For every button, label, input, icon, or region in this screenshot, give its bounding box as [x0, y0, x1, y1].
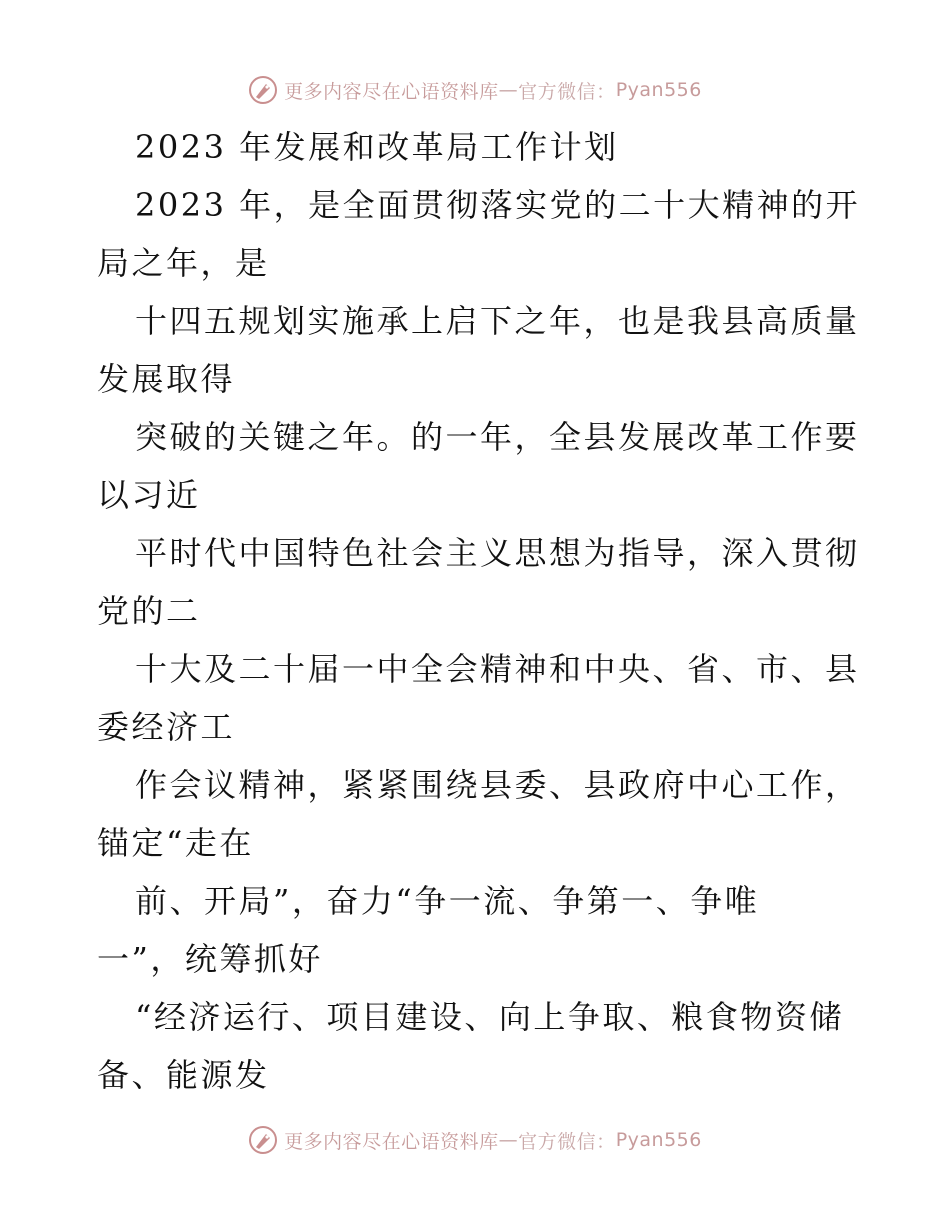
paragraph-line: 委经济工	[97, 708, 236, 746]
pen-nib-logo-icon	[248, 75, 278, 105]
watermark-wechat-id: Pyan556	[615, 1129, 702, 1151]
watermark-wechat-id: Pyan556	[615, 79, 702, 101]
paragraph-line: 备、能源发	[97, 1056, 270, 1094]
watermark-main-text: 更多内容尽在心语资料库	[284, 1130, 499, 1153]
watermark-wechat-label: 官方微信：	[518, 1130, 616, 1153]
watermark-dash: —	[498, 79, 519, 101]
watermark-dash: —	[498, 1129, 519, 1151]
paragraph-line: 一”，统筹抓好	[97, 940, 323, 978]
watermark-wechat-label: 官方微信：	[518, 80, 616, 103]
footer-watermark	[0, 1120, 950, 1160]
paragraph-line: 前、开局”，奋力“争一流、争第一、争唯	[135, 882, 760, 920]
paragraph-line: 以习近	[97, 476, 201, 514]
paragraph-line: 十大及二十届一中全会精神和中央、省、市、县	[135, 650, 860, 688]
watermark-main-text: 更多内容尽在心语资料库	[284, 80, 499, 103]
paragraph-line: 锚定“走在	[97, 824, 254, 862]
paragraph-line: 十四五规划实施承上启下之年，也是我县高质量	[135, 302, 860, 340]
pen-nib-logo-icon	[248, 1125, 278, 1155]
paragraph-line: 2023 年，是全面贯彻落实党的二十大精神的开	[135, 186, 861, 224]
paragraph-line: 突破的关键之年。的一年，全县发展改革工作要	[135, 418, 860, 456]
paragraph-line: 党的二	[97, 592, 201, 630]
paragraph-line: “经济运行、项目建设、向上争取、粮食物资储	[135, 998, 844, 1036]
header-watermark	[0, 70, 950, 110]
document-title: 2023 年发展和改革局工作计划	[135, 128, 619, 166]
paragraph-line: 局之年，是	[97, 244, 270, 282]
paragraph-line: 作会议精神，紧紧围绕县委、县政府中心工作，	[135, 766, 860, 804]
document-body	[97, 118, 861, 1104]
paragraph-line: 平时代中国特色社会主义思想为指导，深入贯彻	[135, 534, 860, 572]
paragraph-line: 发展取得	[97, 360, 236, 398]
